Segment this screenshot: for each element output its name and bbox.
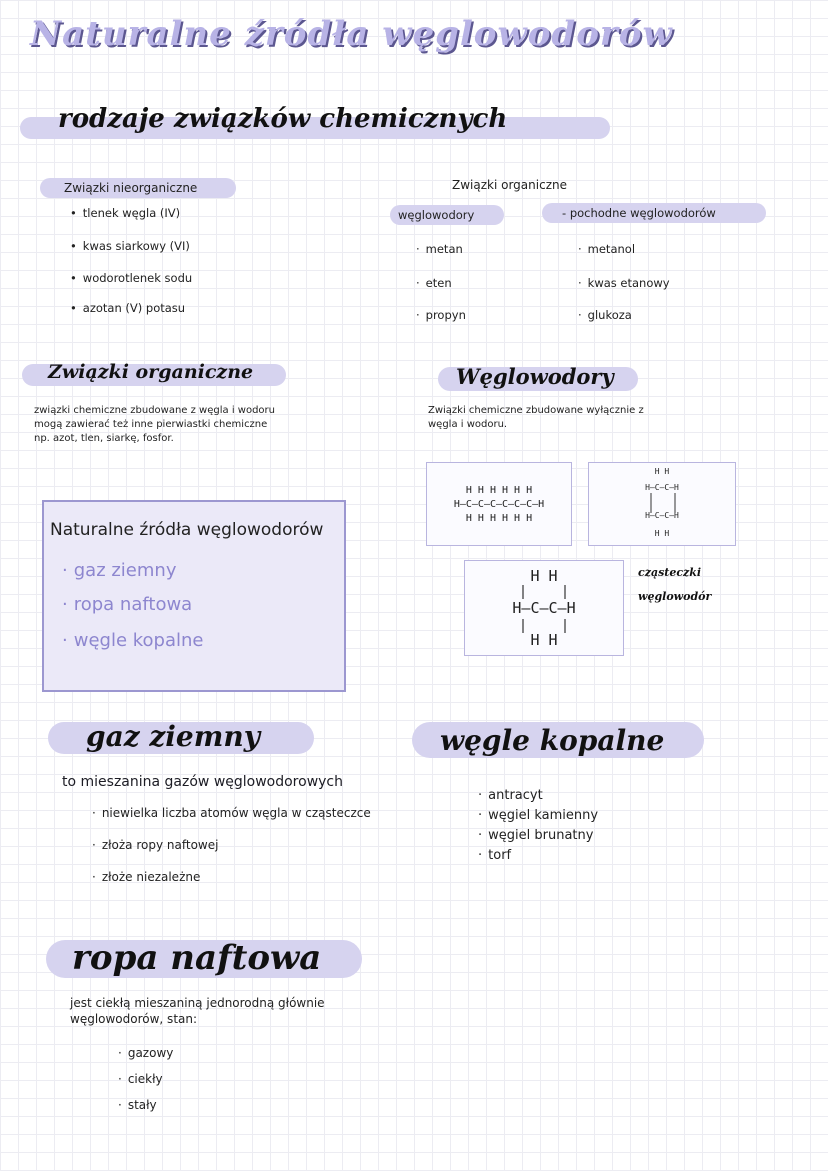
list-item: · stały (118, 1098, 157, 1112)
list-item: · gaz ziemny (62, 560, 177, 581)
structure-text: H H (654, 467, 670, 476)
oil-heading: ropa naftowa (72, 938, 322, 978)
gas-heading: gaz ziemny (86, 720, 260, 753)
structure-text: H–C–C–H (645, 483, 679, 492)
page-title: Naturalne źródła węglowodorów (30, 14, 673, 54)
structure-text: H H (530, 631, 558, 649)
list-item: · metan (416, 242, 463, 256)
list-item: · torf (478, 848, 512, 863)
molecule-caption-1: cząsteczki (638, 566, 702, 579)
list-item: · węgiel kamienny (478, 808, 599, 823)
coal-heading: węgle kopalne (440, 724, 665, 757)
inorganic-list (70, 206, 192, 315)
cyclobutane-structure (588, 462, 736, 546)
natural-sources-heading: Naturalne źródła węglowodorów (50, 520, 324, 540)
structure-text: H–C–C–C–C–C–C–H (453, 499, 545, 510)
ethane-structure (464, 560, 624, 656)
structure-text: H H (654, 529, 670, 538)
structure-text: H–C–C–H (645, 511, 679, 520)
list-item: · glukoza (578, 308, 632, 322)
list-item: · złoża ropy naftowej (92, 838, 219, 852)
text-line: związki chemiczne zbudowane z węgla i wodoru (34, 405, 275, 416)
list-item: · propyn (416, 308, 466, 322)
derivatives-list (578, 242, 670, 322)
list-item: · eten (416, 276, 452, 290)
ethane-bonds (517, 585, 571, 633)
text-line: Związki chemiczne zbudowane wyłącznie z (428, 405, 644, 416)
list-item: · złoże niezależne (92, 870, 201, 884)
oil-text (70, 996, 325, 1026)
types-heading: rodzaje związków chemicznych (58, 104, 508, 134)
text-line: mogą zawierać też inne pierwiastki chemiczne (34, 419, 268, 430)
structure-text: H H H H H H (465, 485, 533, 496)
organic-def-text (34, 405, 275, 444)
list-item: · metanol (578, 242, 636, 256)
ring-bonds (649, 493, 677, 513)
hydrocarbons-list (416, 242, 466, 322)
list-item: · węgle kopalne (62, 630, 204, 651)
organic-def-heading: Związki organiczne (48, 361, 254, 383)
inorganic-label: Związki nieorganiczne (64, 181, 198, 195)
list-item: • kwas siarkowy (VI) (70, 239, 190, 253)
gas-intro: to mieszanina gazów węglowodorowych (62, 774, 344, 790)
list-item: • wodorotlenek sodu (70, 271, 193, 285)
hexane-structure (426, 462, 572, 546)
coal-list (478, 788, 598, 863)
list-item: · kwas etanowy (578, 276, 670, 290)
text-line: węgla i wodoru. (428, 419, 508, 430)
list-item: · niewielka liczba atomów węgla w cząsteczce (92, 806, 371, 820)
hydrocarbons-def-text (428, 405, 644, 430)
hydrocarbons-def-heading: Węglowodory (456, 364, 614, 389)
derivatives-label: - pochodne węglowodorów (562, 206, 716, 220)
list-item: · węgiel brunatny (478, 828, 594, 843)
text-line: węglowodorów, stan: (70, 1012, 198, 1026)
list-item: · ciekły (118, 1072, 163, 1086)
organic-label: Związki organiczne (452, 178, 567, 192)
structure-text: H H (530, 567, 558, 585)
list-item: • tlenek węgla (IV) (70, 206, 181, 220)
natural-sources-box (42, 500, 346, 692)
text-line: np. azot, tlen, siarkę, fosfor. (34, 433, 174, 444)
gas-list (92, 806, 371, 884)
oil-list (118, 1046, 173, 1112)
list-item: · ropa naftowa (62, 594, 193, 615)
natural-sources-list (62, 560, 204, 651)
structure-text: H—C—C—H (512, 599, 576, 617)
molecule-caption-2: węglowodór (638, 590, 712, 603)
list-item: · gazowy (118, 1046, 174, 1060)
hydrocarbons-label: węglowodory (398, 208, 475, 222)
structure-text: H H H H H H (465, 513, 533, 524)
list-item: · antracyt (478, 788, 543, 803)
list-item: • azotan (V) potasu (70, 301, 186, 315)
text-line: jest ciekłą mieszaniną jednorodną głównie (70, 996, 325, 1010)
